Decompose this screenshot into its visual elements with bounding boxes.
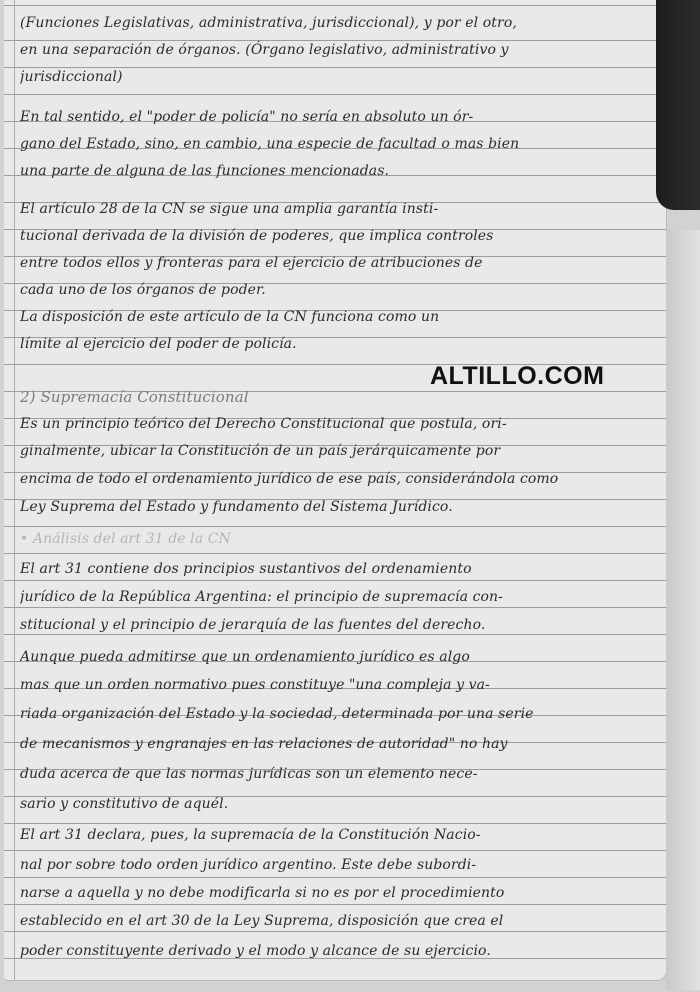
text-line-9: entre todos ellos y fronteras para el ejercicio de atribuciones de <box>20 255 483 271</box>
text-line-11: La disposición de este artículo de la CN funciona como un <box>20 309 440 325</box>
text-line-20: jurídico de la República Argentina: el principio de supremacía con- <box>20 589 504 605</box>
text-line-25: de mecanismos y engranajes en las relaciones de autoridad" no hay <box>20 736 508 752</box>
page-edge-fold <box>666 230 700 990</box>
text-line-6: una parte de alguna de las funciones mencionadas. <box>20 163 390 179</box>
text-line-2: en una separación de órganos. (Órgano legislativo, administrativo y <box>20 42 509 58</box>
text-line-15: ginalmente, ubicar la Constitución de un país jerárquicamente por <box>20 443 501 459</box>
lined-paper-sheet <box>4 0 667 981</box>
text-line-32: poder constituyente derivado y el modo y alcance de su ejercicio. <box>20 943 491 959</box>
text-line-10: cada uno de los órganos de poder. <box>20 282 266 298</box>
text-line-24: riada organización del Estado y la sociedad, determinada por una serie <box>20 706 534 722</box>
text-line-26: duda acerca de que las normas jurídicas son un elemento nece- <box>20 766 478 782</box>
text-line-4: En tal sentido, el "poder de policía" no sería en absoluto un ór- <box>20 109 474 125</box>
text-line-7: El artículo 28 de la CN se sigue una amplia garantía insti- <box>20 201 439 217</box>
page-edge-shadow <box>656 0 700 210</box>
text-line-28: El art 31 declara, pues, la supremacía de la Constitución Nacio- <box>20 827 481 843</box>
text-line-31: establecido en el art 30 de la Ley Suprema, disposición que crea el <box>20 913 504 929</box>
text-line-14: Es un principio teórico del Derecho Constitucional que postula, ori- <box>20 416 507 432</box>
text-line-29: nal por sobre todo orden jurídico argentino. Este debe subordi- <box>20 857 477 873</box>
text-line-30: narse a aquella y no debe modificarla si no es por el procedimiento <box>20 885 505 901</box>
text-line-19: El art 31 contiene dos principios sustantivos del ordenamiento <box>20 561 472 577</box>
text-line-3: jurisdiccional) <box>20 69 123 85</box>
text-line-17: Ley Suprema del Estado y fundamento del Sistema Jurídico. <box>20 499 453 515</box>
subheading-faint: • Análisis del art 31 de la CN <box>20 531 231 547</box>
text-line-5: gano del Estado, sino, en cambio, una especie de facultad o mas bien <box>20 136 520 152</box>
text-line-27: sario y constitutivo de aquél. <box>20 796 229 812</box>
margin-rule <box>14 0 15 980</box>
section-heading: 2) Supremacía Constitucional <box>20 388 249 406</box>
text-line-22: Aunque pueda admitirse que un ordenamiento jurídico es algo <box>20 649 470 665</box>
text-line-1: (Funciones Legislativas, administrativa, jurisdiccional), y por el otro, <box>20 15 517 31</box>
text-line-16: encima de todo el ordenamiento jurídico de ese país, considerándola como <box>20 471 559 487</box>
text-line-12: límite al ejercicio del poder de policía. <box>20 336 297 352</box>
site-watermark: ALTILLO.COM <box>430 362 605 390</box>
text-line-21: stitucional y el principio de jerarquía de las fuentes del derecho. <box>20 617 486 633</box>
text-line-23: mas que un orden normativo pues constituye "una compleja y va- <box>20 677 490 693</box>
text-line-8: tucional derivada de la división de poderes, que implica controles <box>20 228 494 244</box>
